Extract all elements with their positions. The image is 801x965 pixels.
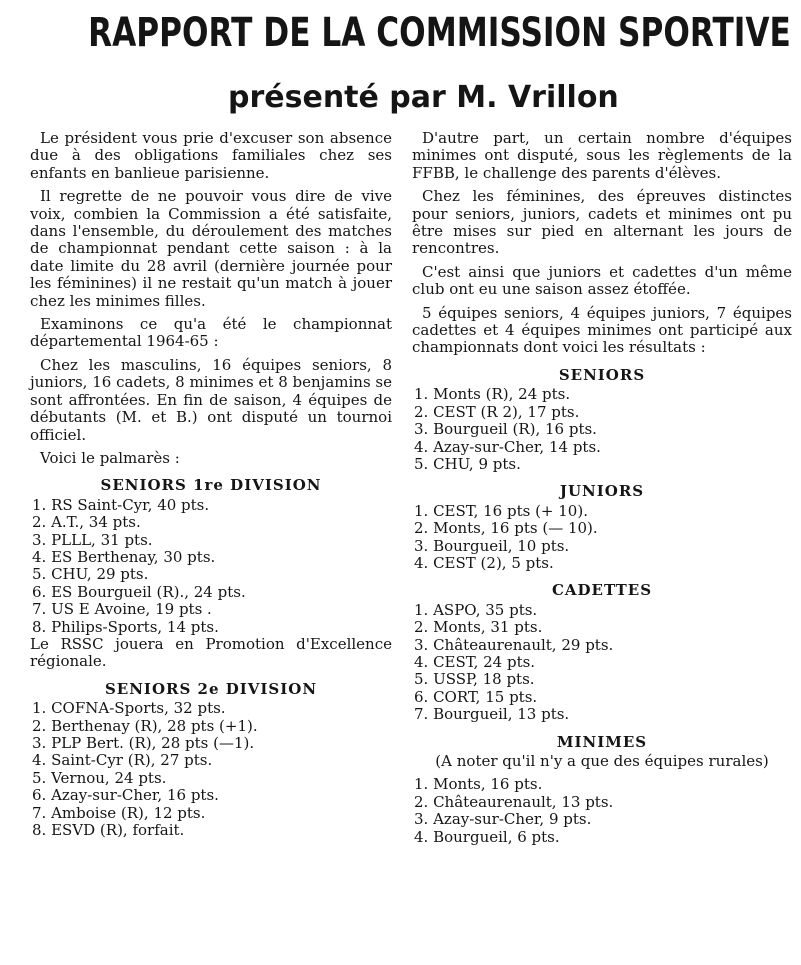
ranking-item: 2. A.T., 34 pts.: [32, 513, 141, 532]
intro-paragraph-4: Chez les masculins, 16 équipes seniors, 8 juniors, 16 cadets, 8 minimes et 8 benjamins se sont affrontées. En fin de saison, 4 équipes de débutants (M. et B.) ont disputé un tournoi officiel.: [30, 355, 392, 444]
section-heading-juniors: JUNIORS: [559, 482, 645, 501]
feminine-paragraph-1: D'autre part, un certain nombre d'équipes minimes ont disputé, sous les règlements de la FFBB, le challenge des parents d'élèves.: [412, 129, 792, 182]
minimes-rural-note: (A noter qu'il n'y a que des équipes rurales): [435, 752, 769, 770]
section-heading-seniors-1re-division: SENIORS 1re DIVISION: [100, 476, 322, 495]
ranking-item: 1. CEST, 16 pts (+ 10).: [414, 501, 588, 520]
ranking-list-seniors-1re-division: [30, 497, 392, 636]
intro-paragraph-5: Voici le palmarès :: [40, 448, 180, 467]
right-column: [412, 130, 792, 846]
ranking-item: 3. Bourgueil, 10 pts.: [414, 536, 570, 555]
ranking-item: 2. CEST (R 2), 17 pts.: [414, 402, 580, 421]
intro-paragraph-1: Le président vous prie d'excuser son absence due à des obligations familiales chez ses enfants en banlieue parisienne.: [30, 129, 392, 182]
ranking-item: 4. CEST (2), 5 pts.: [414, 553, 554, 572]
ranking-item: 7. US E Avoine, 19 pts .: [32, 600, 212, 619]
intro-paragraph-3: Examinons ce qu'a été le championnat départemental 1964-65 :: [30, 315, 392, 351]
ranking-item: 2. Berthenay (R), 28 pts (+1).: [32, 716, 258, 735]
section-heading-cadettes: CADETTES: [551, 581, 653, 600]
ranking-item: 5. CHU, 9 pts.: [414, 454, 521, 473]
ranking-item: 4. CEST, 24 pts.: [414, 652, 536, 671]
ranking-item: 3. Bourgueil (R), 16 pts.: [414, 420, 597, 439]
ranking-item: 4. ES Berthenay, 30 pts.: [32, 547, 216, 566]
ranking-list-seniors: [412, 386, 792, 473]
ranking-item: 8. Philips-Sports, 14 pts.: [32, 617, 219, 636]
rssc-promotion-note: Le RSSC jouera en Promotion d'Excellence régionale.: [30, 634, 392, 671]
ranking-item: 1. ASPO, 35 pts.: [414, 600, 538, 619]
section-heading-minimes: MINIMES: [556, 732, 648, 751]
ranking-item: 5. USSP, 18 pts.: [414, 670, 535, 689]
ranking-list-juniors: [412, 503, 792, 573]
ranking-item: 6. ES Bourgueil (R)., 24 pts.: [32, 582, 246, 601]
report-title: RAPPORT DE LA COMMISSION SPORTIVE: [88, 10, 791, 56]
ranking-item: 1. RS Saint-Cyr, 40 pts.: [32, 495, 210, 514]
ranking-item: 6. CORT, 15 pts.: [414, 687, 538, 706]
ranking-item: 3. Châteaurenault, 29 pts.: [414, 635, 614, 654]
feminine-paragraph-3: C'est ainsi que juniors et cadettes d'un même club ont eu une saison assez étoffée.: [412, 262, 792, 299]
feminine-paragraph-4: 5 équipes seniors, 4 équipes juniors, 7 équipes cadettes et 4 équipes minimes ont participé aux championnats dont voici les résultats :: [412, 303, 792, 357]
ranking-item: 3. PLLL, 31 pts.: [32, 530, 153, 549]
ranking-item: 2. Monts, 31 pts.: [414, 618, 543, 637]
ranking-item: 4. Saint-Cyr (R), 27 pts.: [32, 751, 213, 770]
intro-paragraph-2: Il regrette de ne pouvoir vous dire de vive voix, combien la Commission a été satisfaite, dans l'ensemble, du déroulement des matches de championnat pendant cette saison : à la date limite du 28 avril (dernière journée pour les féminines) il ne restait qu'un match à jouer chez les minimes filles.: [30, 187, 392, 310]
ranking-item: 1. Monts, 16 pts.: [414, 775, 543, 794]
ranking-item: 7. Amboise (R), 12 pts.: [32, 803, 206, 822]
report-subtitle: présenté par M. Vrillon: [228, 80, 619, 115]
ranking-item: 1. Monts (R), 24 pts.: [414, 385, 571, 404]
ranking-list-cadettes: [412, 602, 792, 724]
ranking-item: 1. COFNA-Sports, 32 pts.: [32, 699, 226, 718]
ranking-item: 2. Monts, 16 pts (— 10).: [414, 519, 598, 538]
ranking-item: 5. CHU, 29 pts.: [32, 565, 149, 584]
ranking-item: 4. Azay-sur-Cher, 14 pts.: [414, 437, 601, 456]
ranking-item: 6. Azay-sur-Cher, 16 pts.: [32, 786, 219, 805]
ranking-item: 5. Vernou, 24 pts.: [32, 768, 167, 787]
ranking-item: 2. Châteaurenault, 13 pts.: [414, 792, 614, 811]
ranking-list-minimes: [412, 776, 792, 846]
left-column: [30, 130, 392, 839]
ranking-item: 4. Bourgueil, 6 pts.: [414, 827, 560, 846]
ranking-list-seniors-2e-division: [30, 700, 392, 839]
ranking-item: 7. Bourgueil, 13 pts.: [414, 705, 570, 724]
ranking-item: 8. ESVD (R), forfait.: [32, 821, 185, 840]
ranking-item: 3. Azay-sur-Cher, 9 pts.: [414, 810, 592, 829]
section-heading-seniors: SENIORS: [558, 365, 646, 384]
feminine-paragraph-2: Chez les féminines, des épreuves distinctes pour seniors, juniors, cadets et minimes ont pu être mises sur pied en alternant les jours de rencontres.: [412, 187, 792, 258]
ranking-item: 3. PLP Bert. (R), 28 pts (—1).: [32, 734, 255, 752]
section-heading-seniors-2e-division: SENIORS 2e DIVISION: [104, 679, 318, 698]
